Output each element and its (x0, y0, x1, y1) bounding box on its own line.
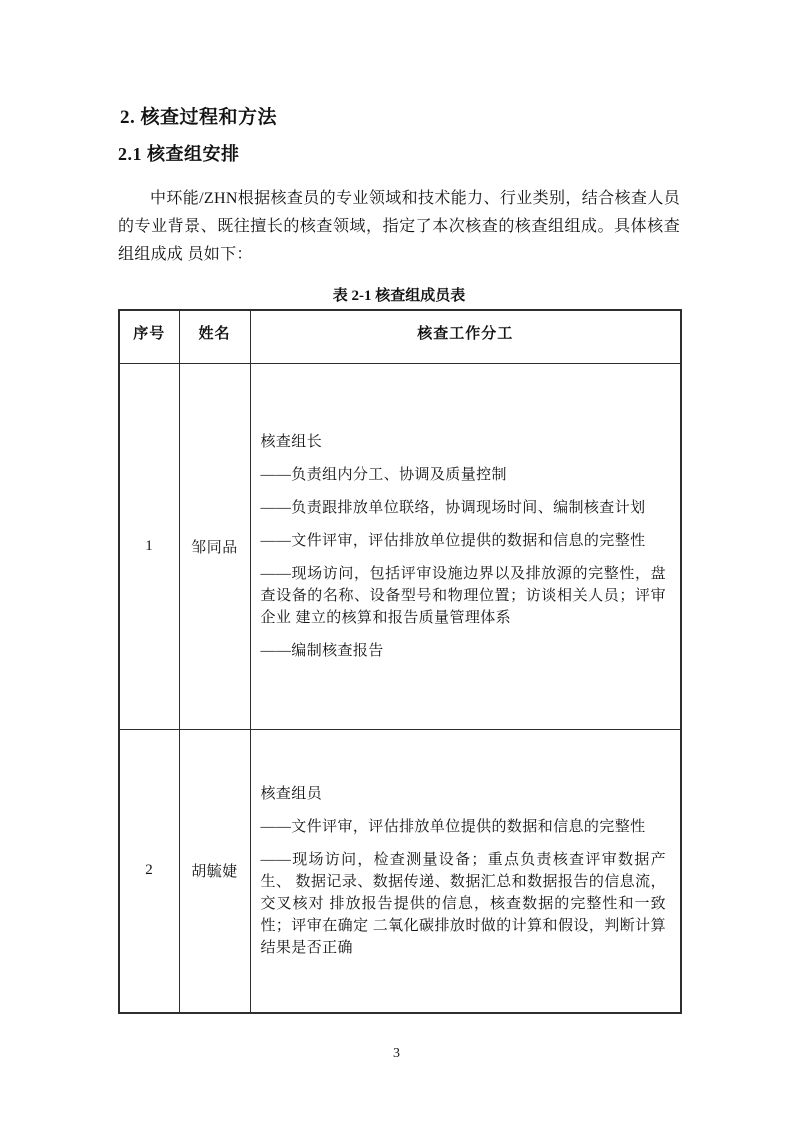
duty-item: ——文件评审，评估排放单位提供的数据和信息的完整性 (260, 532, 646, 549)
member-no-cell: 2 (119, 729, 179, 1013)
intro-paragraph: 中环能/ZHN根据核查员的专业领域和技术能力、行业类别，结合核查人员的专业背景、既往擅长的核查领域，指定了本次核查的核查组组成。具体核查组组成成 员如下： (118, 190, 680, 263)
member-no-cell: 1 (119, 363, 179, 729)
table-row (119, 729, 681, 1013)
col-header-name: 姓名 (179, 310, 250, 363)
member-role: 核查组员 (260, 785, 323, 802)
duty-item: ——负责跟排放单位联络，协调现场时间、编制核查计划 (260, 499, 646, 516)
duty-item: ——编制核查报告 (260, 642, 384, 659)
duty-item: ——文件评审，评估排放单位提供的数据和信息的完整性 (260, 818, 646, 835)
col-header-no: 序号 (119, 310, 179, 363)
member-name-cell: 邹同品 (179, 363, 250, 729)
members-table (118, 309, 682, 1014)
member-role: 核查组长 (260, 433, 323, 450)
subsection-heading: 2.1 核查组安排 (118, 144, 240, 164)
duty-item: ——现场访问，包括评审设施边界以及排放源的完整性，盘 查设备的名称、设备型号和物理位置；访谈相关人员；评审企业 建立的核算和报告质量管理体系 (260, 565, 666, 626)
table-row (119, 363, 681, 729)
duty-item: ——负责组内分工、协调及质量控制 (260, 466, 507, 483)
duty-item: ——现场访问，检查测量设备；重点负责核查评审数据产生、 数据记录、数据传递、数据汇总和数据报告的信息流，交叉核对 排放报告提供的信息，核查数据的完整性和一致性；评审在确定 二氧化碳排放时做的计算和假设，判断计算结果是否正确 (260, 851, 666, 956)
section-heading: 2. 核查过程和方法 (120, 107, 278, 128)
member-duties-cell (250, 363, 681, 729)
page-number: 3 (393, 1046, 400, 1061)
member-name-cell: 胡毓婕 (179, 729, 250, 1013)
table-header-row (119, 310, 681, 363)
member-duties-cell (250, 729, 681, 1013)
table-caption: 表 2-1 核查组成员表 (332, 288, 466, 304)
col-header-duties: 核查工作分工 (250, 310, 681, 363)
